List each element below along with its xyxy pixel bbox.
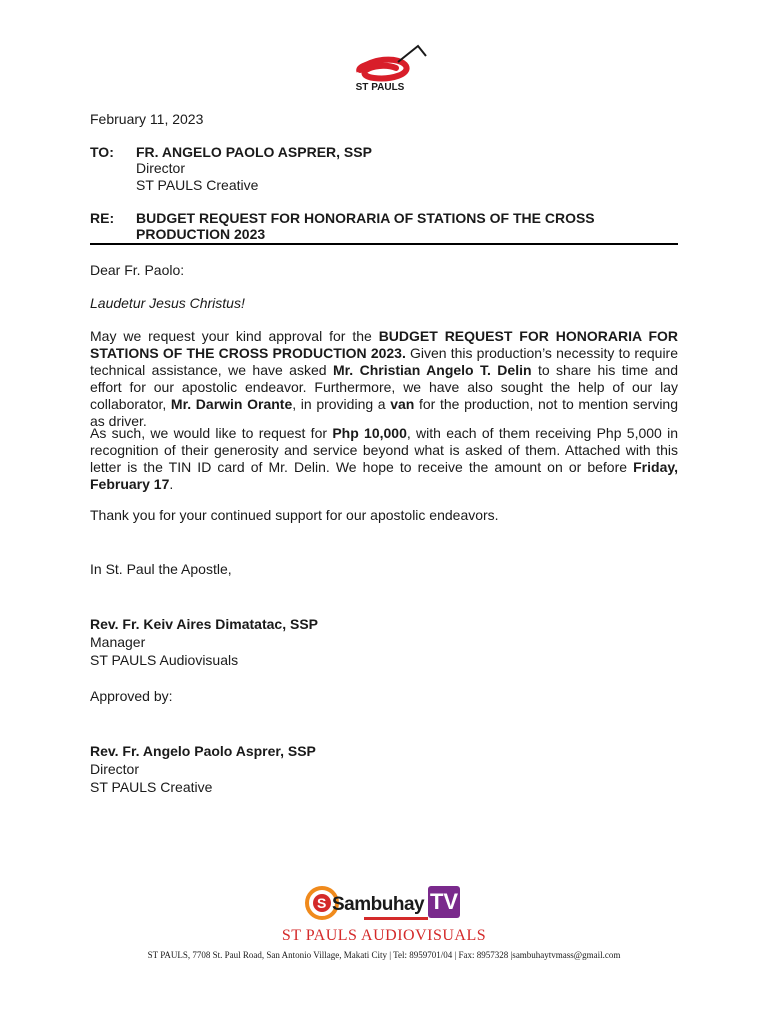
body-paragraph-1: May we request your kind approval for the BUDGET REQUEST FOR HONORARIA FOR STATIONS OF THE CROSS PRODUCTION 2023. Given this production’s necessity to require technical assistance, we have asked Mr. Christian Angelo T. Delin to share his time and effort for our apostolic endeavor. Furthermore, we have also sought the help of our lay collaborator, Mr. Darwin Orante, in providing a van for the production, not to mention serving as driver. bbox=[90, 328, 678, 429]
closing: In St. Paul the Apostle, bbox=[90, 561, 232, 577]
signer-title: Manager bbox=[90, 634, 146, 650]
footer-org: ST PAULS AUDIOVISUALS bbox=[281, 927, 487, 944]
re-subject-line1: BUDGET REQUEST FOR HONORARIA OF STATIONS OF THE CROSS bbox=[136, 210, 595, 226]
approver-name: Rev. Fr. Angelo Paolo Asprer, SSP bbox=[90, 743, 316, 759]
body-paragraph-2: As such, we would like to request for Php 10,000, with each of them receiving Php 5,000 in recognition of their generosity and service beyond what is asked of them. Attached with this letter is the TIN ID card of Mr. Delin. We hope to receive the amount on or before Friday, February 17. bbox=[90, 425, 679, 492]
approver-title: Director bbox=[90, 761, 140, 777]
st-pauls-swoosh-icon bbox=[336, 40, 432, 84]
to-org: ST PAULS Creative bbox=[136, 177, 259, 193]
body-paragraph-3: Thank you for your continued support for our apostolic endeavors. bbox=[90, 507, 499, 523]
footer-address: ST PAULS, 7708 St. Paul Road, San Antonio Village, Makati City | Tel: 8959701/04 | Fax: 8957328 |sambuhaytvmass@gmail.com bbox=[147, 950, 621, 960]
re-subject-line2: PRODUCTION 2023 bbox=[136, 226, 266, 242]
signer-org: ST PAULS Audiovisuals bbox=[90, 652, 239, 668]
to-title: Director bbox=[136, 160, 186, 176]
st-pauls-logo bbox=[336, 40, 432, 98]
approver-org: ST PAULS Creative bbox=[90, 779, 213, 795]
to-label: TO: bbox=[90, 144, 114, 160]
brand-tv: TV bbox=[428, 886, 460, 918]
header-divider bbox=[90, 243, 678, 245]
approved-by-label: Approved by: bbox=[90, 688, 173, 704]
brand-name: Sambuhay bbox=[332, 894, 425, 915]
sambuhay-tv-logo bbox=[304, 884, 464, 924]
re-label: RE: bbox=[90, 210, 115, 226]
salutation: Dear Fr. Paolo: bbox=[90, 262, 185, 278]
to-name: FR. ANGELO PAOLO ASPRER, SSP bbox=[136, 144, 372, 160]
letter-date: February 11, 2023 bbox=[90, 111, 204, 127]
svg-text:S: S bbox=[317, 895, 327, 911]
logo-text: ST PAULS bbox=[355, 82, 405, 93]
greeting: Laudetur Jesus Christus! bbox=[90, 295, 245, 311]
signer-name: Rev. Fr. Keiv Aires Dimatatac, SSP bbox=[90, 616, 318, 632]
brand-underline bbox=[364, 917, 428, 920]
